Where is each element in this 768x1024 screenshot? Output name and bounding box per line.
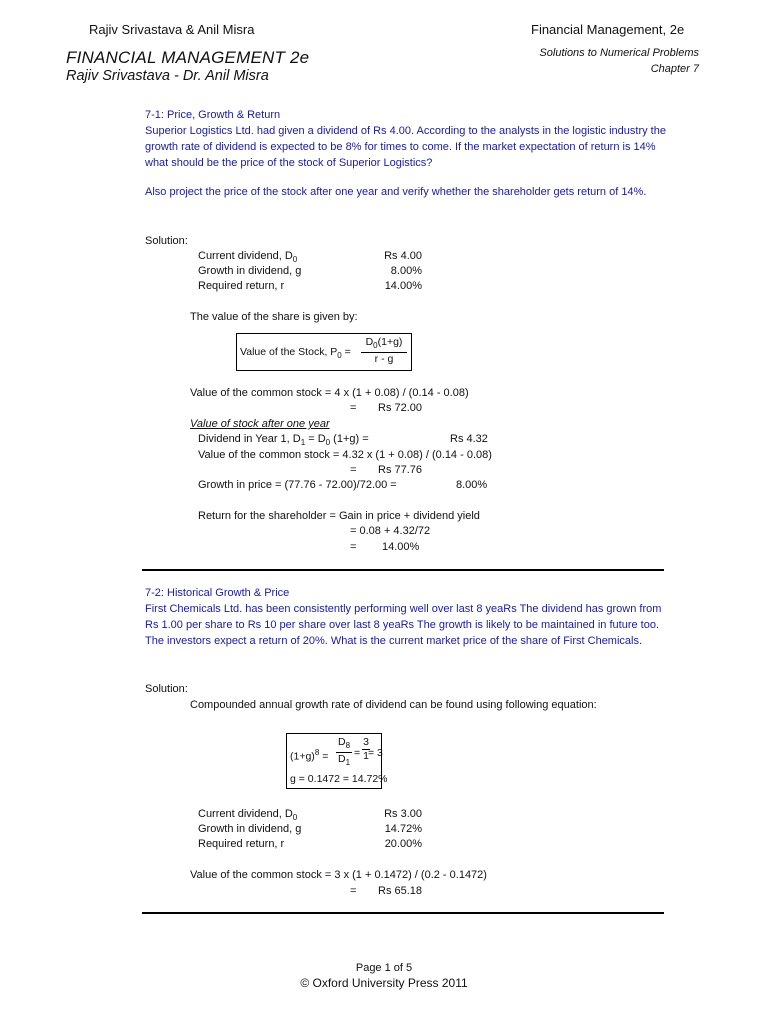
cagr-eq3: = 3 xyxy=(368,747,383,759)
calc-eq: = xyxy=(350,402,357,414)
growth-label: Growth in dividend, g xyxy=(198,265,302,277)
formula-fraction: $D_0(1+g)$ r - g xyxy=(361,336,407,366)
section-divider xyxy=(142,569,664,571)
current-dividend-label-2: Current dividend, $D_0$ xyxy=(198,808,298,823)
return-eq: = xyxy=(350,541,357,553)
cagr-fraction-2: 3 1 xyxy=(363,736,369,762)
current-dividend-value: Rs 4.00 xyxy=(384,250,422,262)
calc-common-stock: Value of the common stock = 4 x (1 + 0.08) / (0.14 - 0.08) xyxy=(190,387,469,399)
growth-value: 8.00% xyxy=(390,265,422,277)
stock-value-formula xyxy=(236,333,412,371)
after-one-year-heading: Value of stock after one year xyxy=(190,418,330,430)
calc-value-2: Rs 77.76 xyxy=(378,464,423,476)
required-return-value: 14.00% xyxy=(384,280,422,292)
solution-label-2: Solution: xyxy=(145,683,188,695)
calc-eq-2: = xyxy=(350,464,357,476)
header-solutions: Solutions to Numerical Problems xyxy=(539,47,699,59)
dividend-year1-value: Rs 4.32 xyxy=(450,433,488,445)
cagr-result: g = 0.1472 = 14.72% xyxy=(290,773,388,785)
cagr-eq2: = xyxy=(354,747,361,759)
solution-label: Solution: xyxy=(145,235,188,247)
problem-heading: 7-1: Price, Growth & Return xyxy=(145,109,281,121)
page-number: Page 1 of 5 xyxy=(355,962,413,974)
growth-in-price: Growth in price = (77.76 - 72.00)/72.00 = xyxy=(198,479,397,491)
document-subtitle: Rajiv Srivastava - Dr. Anil Misra xyxy=(66,68,269,84)
return-value: 14.00% xyxy=(382,541,420,553)
header-book-short: Financial Management, 2e xyxy=(531,22,685,37)
growth-in-price-value: 8.00% xyxy=(456,479,488,491)
problem-question-3: First Chemicals Ltd. has been consistently performing well over last 8 yeaRs The dividend has grown from Rs 1.00 per share to Rs 10 per share over last 8 yeaRs The growth is likely to be maintained in future too. The investors expect a return of 20%. What is the current market price of the share of First Chemicals. xyxy=(145,603,662,647)
section-divider-2 xyxy=(142,912,664,914)
required-return-label: Required return, r xyxy=(198,280,285,292)
problem-question-2: Also project the price of the stock after one year and verify whether the shareholder gets return of 14%. xyxy=(145,186,647,198)
calc-value-3: Rs 65.18 xyxy=(378,885,423,897)
value-intro: The value of the share is given by: xyxy=(190,311,358,323)
problem-heading-2: 7-2: Historical Growth & Price xyxy=(145,587,290,599)
header-authors: Rajiv Srivastava & Anil Misra xyxy=(89,22,255,37)
required-return-value-2: 20.00% xyxy=(384,838,422,850)
growth-label-2: Growth in dividend, g xyxy=(198,823,302,835)
formula-left: Value of the Stock, $P_0$ = xyxy=(240,346,351,361)
problem-question: Superior Logistics Ltd. had given a dividend of Rs 4.00. According to the analysts in the logistic industry the growth rate of dividend is expected to be 8% for times to come. If the market expectation of return is 14% what should be the price of the stock of Superior Logistics? xyxy=(145,125,666,169)
cagr-intro: Compounded annual growth rate of dividend can be found using following equation: xyxy=(190,699,597,711)
cagr-fraction-1: $D_8$ $D_1$ xyxy=(337,736,351,768)
calc-common-stock-3: Value of the common stock = 3 x (1 + 0.1472) / (0.2 - 0.1472) xyxy=(190,869,487,881)
header-chapter: Chapter 7 xyxy=(650,63,699,75)
calc-common-stock-2: Value of the common stock = 4.32 x (1 + 0.08) / (0.14 - 0.08) xyxy=(198,449,492,461)
growth-value-2: 14.72% xyxy=(384,823,422,835)
required-return-label-2: Required return, r xyxy=(198,838,285,850)
cagr-left: $(1+g)^8$ = xyxy=(290,748,329,763)
return-line: Return for the shareholder = Gain in price + dividend yield xyxy=(198,510,480,522)
current-dividend-value-2: Rs 3.00 xyxy=(384,808,422,820)
dividend-year1: Dividend in Year 1, $D_1 = D_0$ (1+g) = xyxy=(198,433,369,448)
calc-eq-3: = xyxy=(350,885,357,897)
copyright: © Oxford University Press 2011 xyxy=(300,976,468,990)
calc-value: Rs 72.00 xyxy=(378,402,423,414)
return-line-2: = 0.08 + 4.32/72 xyxy=(350,525,431,537)
cagr-formula xyxy=(286,733,388,789)
current-dividend-label: Current dividend, $D_0$ xyxy=(198,250,298,265)
document-title: FINANCIAL MANAGEMENT 2e xyxy=(66,48,310,67)
